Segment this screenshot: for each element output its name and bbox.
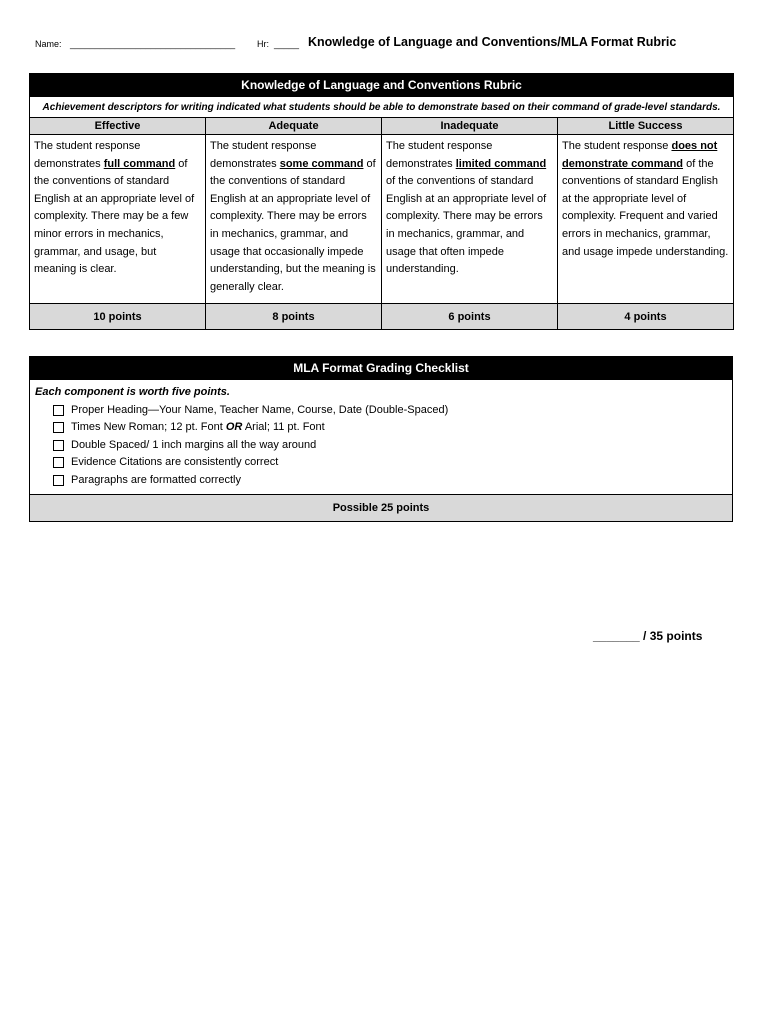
- mla-checklist-table: [29, 356, 733, 522]
- checklist-item: [35, 402, 727, 420]
- descriptor-text: of the conventions of standard English at an appropriate level of complexity. There may be errors in mechanics, grammar, and usage that often impede understanding.: [386, 175, 547, 276]
- column-heading-little-success: Little Success: [558, 118, 734, 135]
- points-little-success: 4 points: [558, 304, 734, 330]
- column-heading-inadequate: Inadequate: [382, 118, 558, 135]
- hr-blank[interactable]: _____: [274, 39, 300, 49]
- checklist-item: [35, 419, 727, 437]
- column-heading-effective: Effective: [30, 118, 206, 135]
- descriptor-emphasis: does not demonstrate command: [562, 140, 718, 170]
- points-inadequate: 6 points: [382, 304, 558, 330]
- checklist-item-label: Paragraphs are formatted correctly: [71, 473, 241, 486]
- checklist-item: [35, 472, 727, 490]
- descriptor-inadequate: [382, 135, 558, 304]
- name-label: Name:: [35, 39, 62, 49]
- checkbox[interactable]: [53, 422, 64, 433]
- checkbox[interactable]: [53, 457, 64, 468]
- rubric-table: [29, 73, 734, 330]
- descriptor-emphasis: limited command: [455, 157, 547, 170]
- checklist-item-text: Times New Roman; 12 pt. Font: [71, 421, 226, 433]
- checklist-item-label: Evidence Citations are consistently correct: [71, 456, 279, 468]
- checklist-item-emphasis: OR: [225, 421, 243, 433]
- hr-label: Hr:: [257, 39, 269, 49]
- descriptor-emphasis: full command: [103, 157, 176, 170]
- possible-points: Possible 25 points: [30, 495, 733, 522]
- descriptor-text: The student response: [562, 140, 672, 152]
- rubric-title: Knowledge of Language and Conventions Rubric: [30, 74, 734, 97]
- checklist-item-label: [71, 419, 325, 437]
- checkbox[interactable]: [53, 475, 64, 486]
- checklist-title: MLA Format Grading Checklist: [30, 357, 733, 380]
- checklist-item: [35, 437, 727, 455]
- checklist-intro: Each component is worth five points.: [35, 386, 230, 398]
- descriptor-text: of the conventions of standard English at the appropriate level of complexity. Frequent and varied errors in mechanics, grammar, and usage impede understanding.: [562, 157, 729, 258]
- column-heading-adequate: Adequate: [206, 118, 382, 135]
- document-title: Knowledge of Language and Conventions/MLA Format Rubric: [308, 35, 677, 49]
- descriptor-little-success: [558, 135, 734, 304]
- points-effective: 10 points: [30, 304, 206, 330]
- descriptor-text: The student response demonstrates: [34, 140, 141, 170]
- total-score: [593, 629, 702, 643]
- descriptor-emphasis: some command: [279, 157, 364, 170]
- descriptor-text: of the conventions of standard English at an appropriate level of complexity. There may be a few minor errors in mechanics, grammar, and usage, but meaning is clear.: [34, 157, 195, 276]
- descriptor-text: of the conventions of standard English at an appropriate level of complexity. There may be errors in mechanics, grammar, and usage that occasionally impede understanding, but the meaning is generally clear.: [210, 157, 376, 293]
- rubric-description: Achievement descriptors for writing indicated what students should be able to demonstrate based on their command of grade-level standards.: [30, 97, 734, 118]
- checkbox[interactable]: [53, 405, 64, 416]
- checkbox[interactable]: [53, 440, 64, 451]
- document-header: [35, 34, 735, 54]
- checklist-item-label: Proper Heading—Your Name, Teacher Name, Course, Date (Double-Spaced): [71, 403, 449, 416]
- checklist-item: [35, 454, 727, 472]
- descriptor-adequate: [206, 135, 382, 304]
- descriptor-text: The student response demonstrates: [210, 140, 317, 170]
- checklist-item-text: Arial; 11 pt. Font: [242, 421, 325, 433]
- name-blank[interactable]: _________________________________: [70, 39, 236, 49]
- checklist-item-label: Double Spaced/ 1 inch margins all the way around: [71, 438, 317, 451]
- descriptor-effective: [30, 135, 206, 304]
- checklist-body: [30, 380, 733, 495]
- score-blank[interactable]: _______: [593, 629, 640, 643]
- descriptor-text: The student response demonstrates: [386, 140, 493, 170]
- points-adequate: 8 points: [206, 304, 382, 330]
- score-label: / 35 points: [639, 629, 703, 643]
